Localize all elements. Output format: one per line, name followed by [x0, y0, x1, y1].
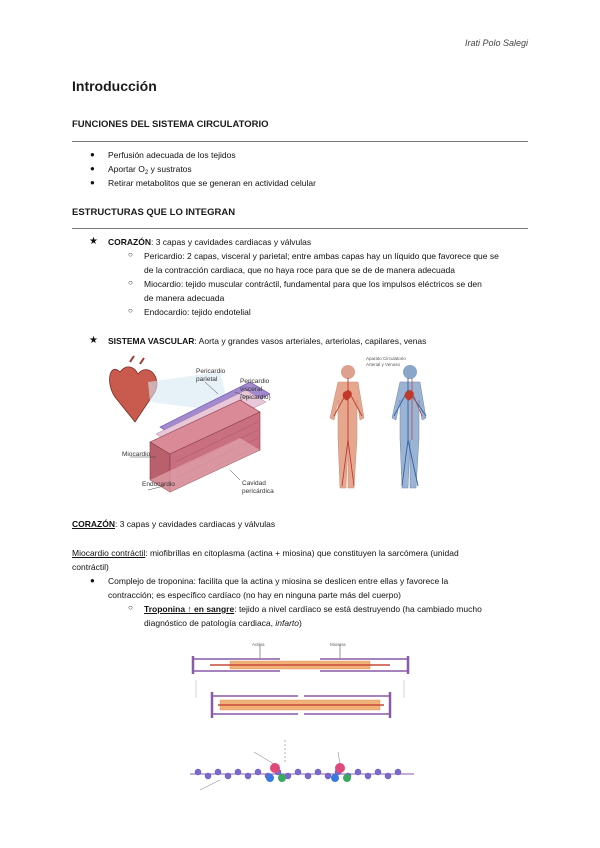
- star-bullet-icon: ★: [89, 236, 98, 247]
- sarcomere-relaxed: [193, 644, 408, 698]
- estructuras-heading: ESTRUCTURAS QUE LO INTEGRAN: [72, 207, 236, 218]
- sarcomere-contracted: [212, 692, 390, 718]
- circle-bullet-icon: ○: [128, 250, 133, 259]
- body-figure-title: Aparato Circulatorio Arterial y Venoso: [366, 356, 406, 367]
- miocardio-line: Miocardio: tejido muscular contráctil, fundamental para que los impulsos eléctricos se den: [144, 279, 482, 289]
- troponina-line: Complejo de troponina: facilita que la actina y miosina se deslicen entre ellas y favorece la: [108, 576, 449, 586]
- pericardio-line-2: de la contracción cardiaca, que no haya roce para que se de de manera adecuada: [144, 265, 455, 275]
- actin-filament-detail: [190, 752, 414, 790]
- bullet-icon: ●: [90, 150, 95, 159]
- pericardio-line: Pericardio: 2 capas, visceral y parietal; entre ambas capas hay un líquido que favorece que se: [144, 251, 499, 261]
- label-miocardio: Miocardio: [122, 451, 151, 458]
- corazon-line: CORAZÓN: 3 capas y cavidades cardiacas y válvulas: [72, 519, 276, 529]
- endocardio-line: Endocardio: tejido endotelial: [144, 307, 251, 317]
- label-cavidad-pericardica: Cavidad pericárdica: [242, 480, 274, 495]
- sarcomere-label-miosina: Miosina: [330, 642, 346, 647]
- list-item: Aportar $O_2$ y sustratos: [108, 164, 192, 176]
- sarcomere-figure: [190, 640, 414, 800]
- heart-vessels: [130, 356, 144, 364]
- circulation-figure: [310, 360, 440, 500]
- list-item: Perfusión adecuada de los tejidos: [108, 150, 236, 160]
- bullet-icon: ●: [90, 576, 95, 585]
- miocardio-contractil-line: Miocardio contráctil: miofibrillas en citoplasma (actina + miosina) que constituyen la sarcómera (unidad: [72, 548, 459, 558]
- divider: [72, 228, 528, 229]
- sarcomere-label-actina: Actina: [252, 642, 265, 647]
- label-pericardio-parietal: Pericardio parietal: [196, 368, 226, 383]
- bullet-icon: ●: [90, 164, 95, 173]
- troponina-sangre-line: Troponina ↑ en sangre: tejido a nivel cardíaco se está destruyendo (ha cambiado mucho: [144, 604, 482, 614]
- author-name: Irati Polo Salegi: [464, 38, 528, 48]
- label-pericardio-visceral: Pericardio visceral (epicardio): [240, 378, 271, 401]
- venous-body: [392, 365, 426, 488]
- troponina-line-2: contracción; es específico cardíaco (no hay en ninguna parte más del cuerpo): [108, 590, 401, 600]
- circle-bullet-icon: ○: [128, 278, 133, 287]
- corazon-item: CORAZÓN: 3 capas y cavidades cardiacas y válvulas: [108, 237, 312, 247]
- circle-bullet-icon: ○: [128, 306, 133, 315]
- vascular-item: SISTEMA VASCULAR: Aorta y grandes vasos arteriales, arteriolas, capilares, venas: [108, 336, 427, 346]
- miocardio-contractil-line-2: contráctil): [72, 562, 109, 572]
- circle-bullet-icon: ○: [128, 603, 133, 612]
- page-title: Introducción: [72, 78, 157, 94]
- label-endocardio: Endocardio: [142, 481, 175, 488]
- arterial-body: [330, 365, 364, 488]
- miocardio-line-2: de manera adecuada: [144, 293, 225, 303]
- list-item: Retirar metabolitos que se generan en actividad celular: [108, 178, 316, 188]
- star-bullet-icon: ★: [89, 335, 98, 346]
- bullet-icon: ●: [90, 178, 95, 187]
- funciones-heading: FUNCIONES DEL SISTEMA CIRCULATORIO: [72, 119, 269, 130]
- divider: [72, 141, 528, 142]
- troponina-sangre-line-2: diagnóstico de patología cardiaca, infarto): [144, 618, 302, 628]
